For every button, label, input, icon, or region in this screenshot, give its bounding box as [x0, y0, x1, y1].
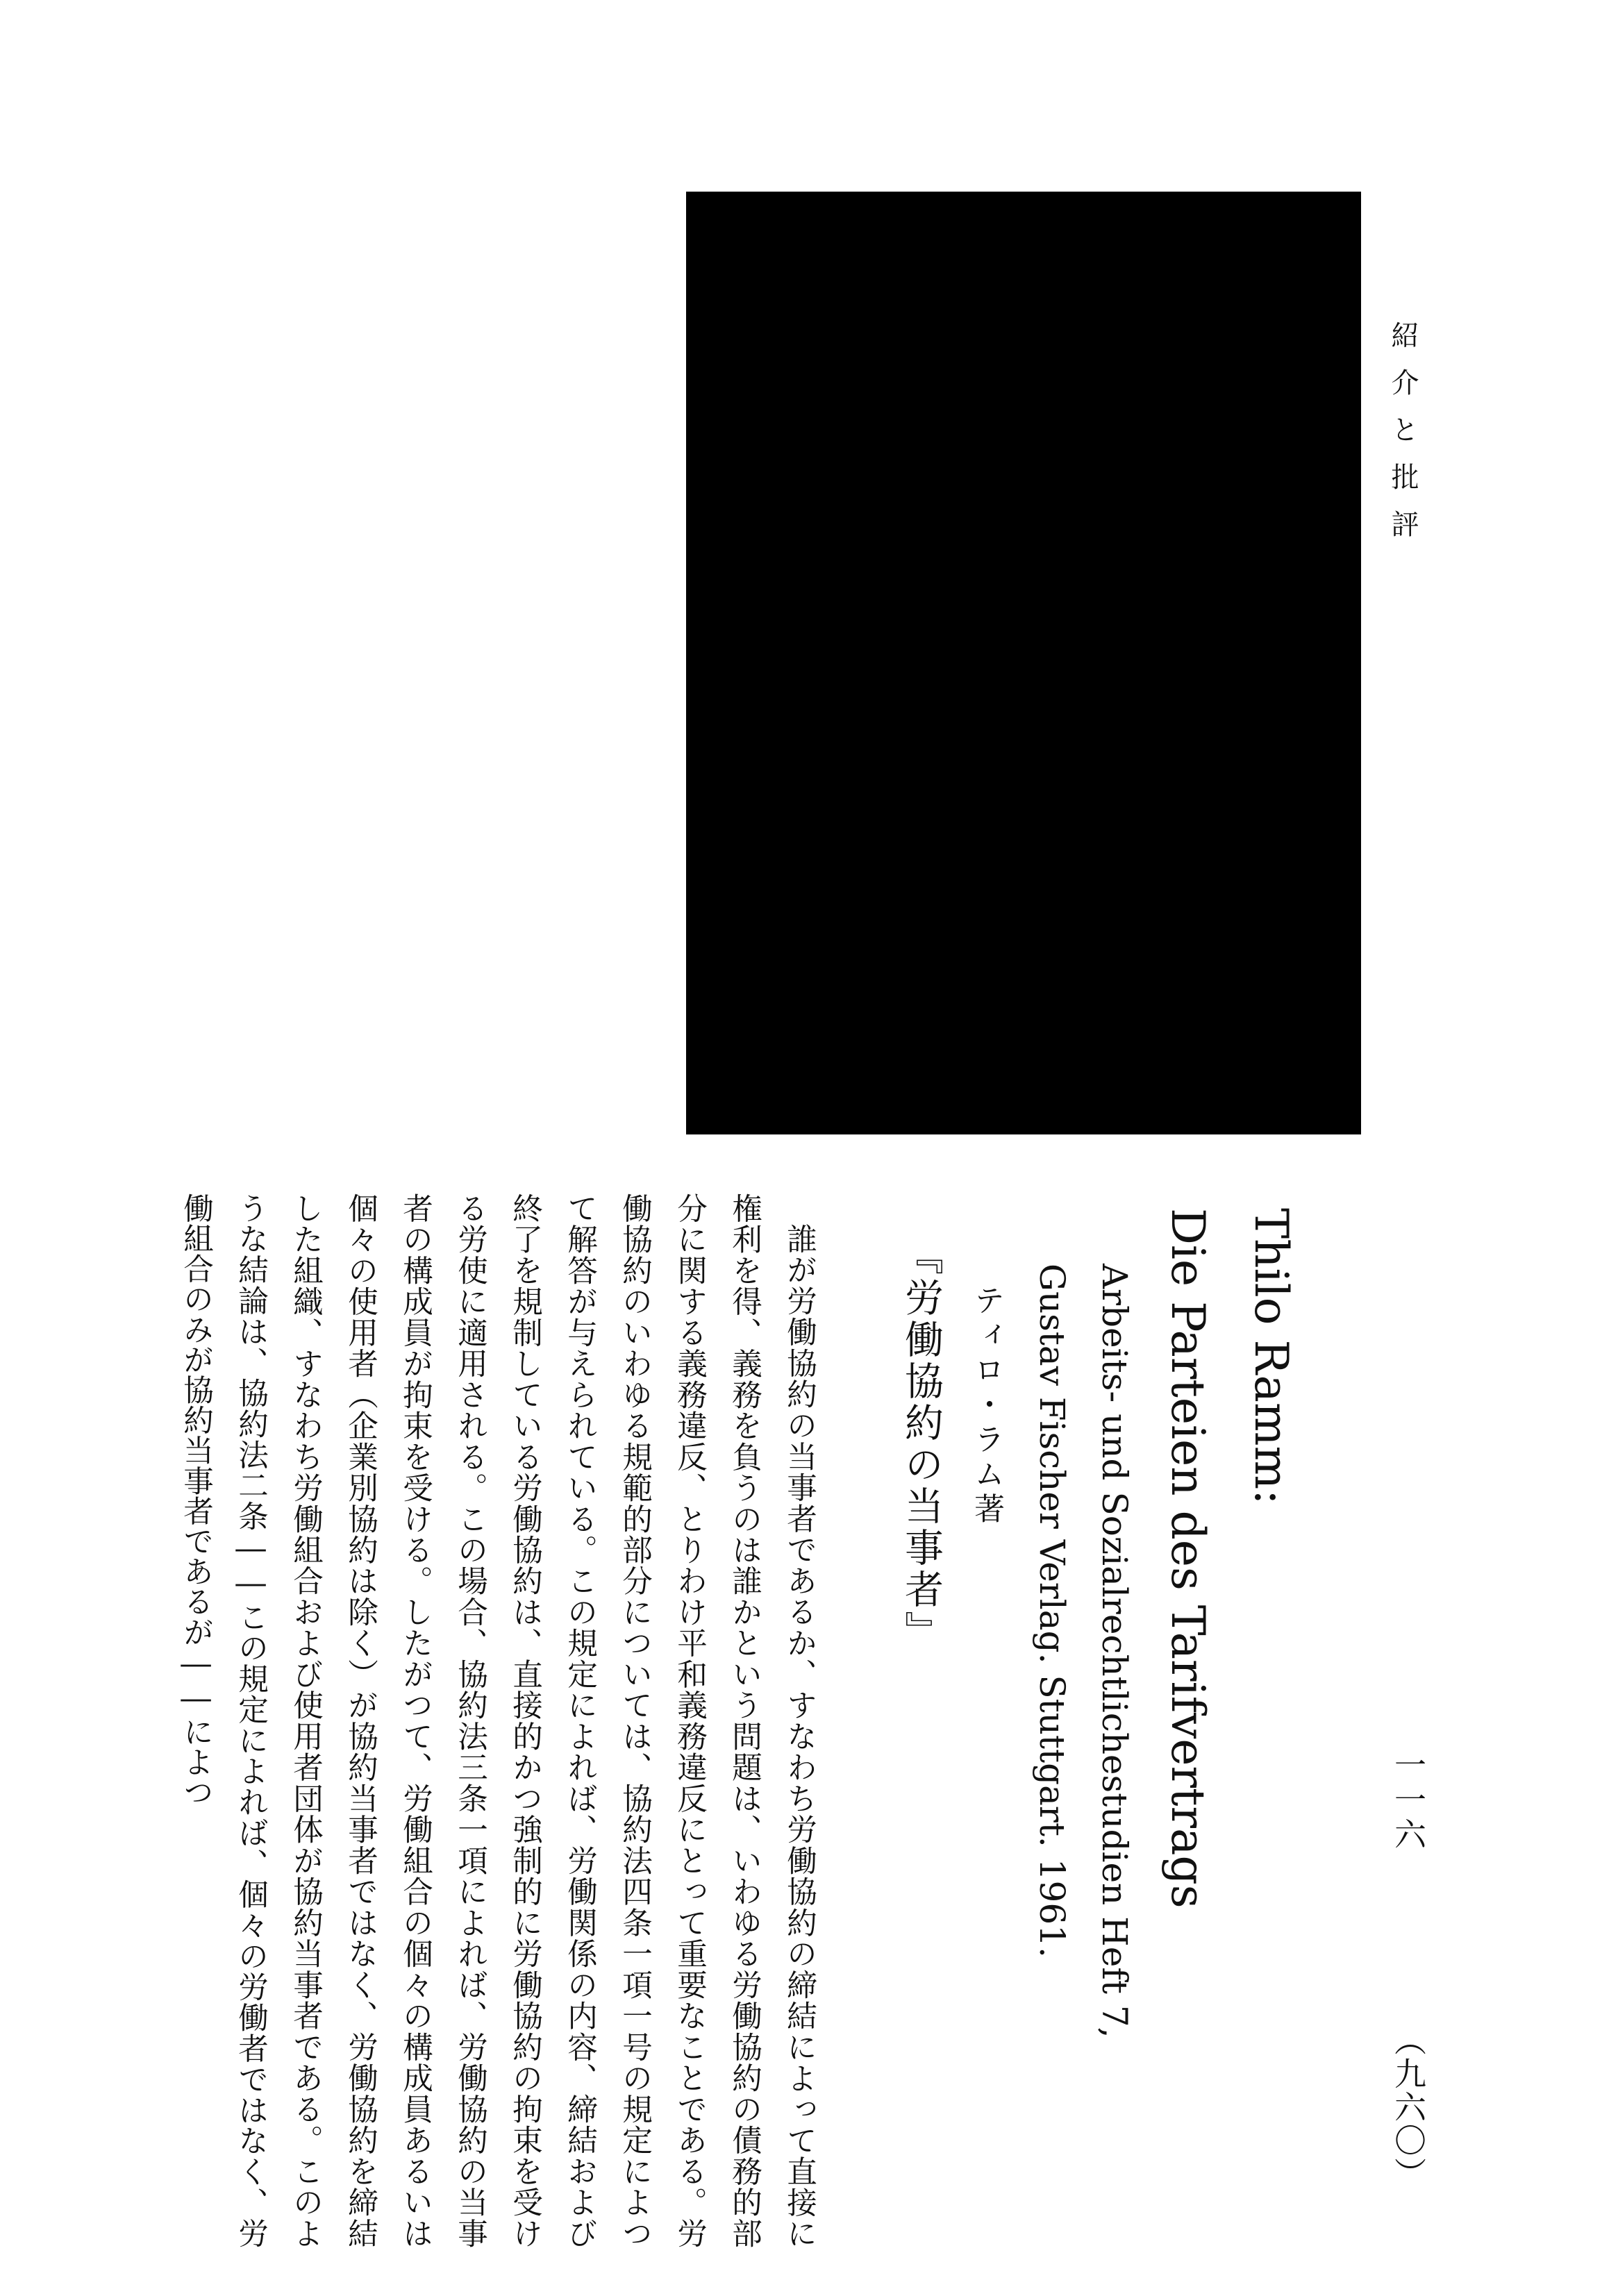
section-label: 紹介と批評: [1387, 321, 1419, 557]
book-author: Thilo Ramm:: [1244, 1208, 1298, 1505]
japanese-title: 『労働協約の当事者』: [899, 1236, 944, 1652]
book-heading: [889, 1208, 1306, 2180]
page-number: 一一六: [1390, 1748, 1427, 1852]
article-number: （九六〇）: [1390, 2024, 1427, 2190]
book-series: Arbeits- und Sozialrechtlichestudien Heft 7,: [1094, 1264, 1135, 2038]
japanese-author: ティロ・ラム著: [969, 1284, 1004, 1527]
body-paragraph: 誰が労働協約の当事者であるか、すなわち労働協約の締結によって直接に権利を得、義務を負うのは誰かという問題は、いわゆる労働協約の債務的部分に関する義務違反、とりわけ平和義務違反にとって重要なことである。労働協約のいわゆる規範的部分については、協約法四条一項一号の規定によつて解答が与えられている。この規定によれば、労働関係の内容、締結および終了を規制している労働協約は、直接的かつ強制的に労働協約の拘束を受ける労使に適用される。この場合、協約法三条一項によれば、労働協約の当事者の構成員が拘束を受ける。したがつて、労働組合の個々の構成員あるいは個々の使用者（企業別協約は除く）が協約当事者ではなく、労働協約を締結した組織、すなわち労働組合および使用者団体が協約当事者である。このような結論は、協約法二条――この規定によれば、個々の労働者ではなく、労働組合のみが協約当事者であるが――によつ: [178, 1193, 817, 2248]
book-title: Die Parteien des Tarifvertrags: [1161, 1208, 1215, 1909]
book-publisher: Gustav Fischer Verlag. Stuttgart. 1961.: [1032, 1264, 1072, 1958]
redacted-image-block: [686, 192, 1361, 1134]
